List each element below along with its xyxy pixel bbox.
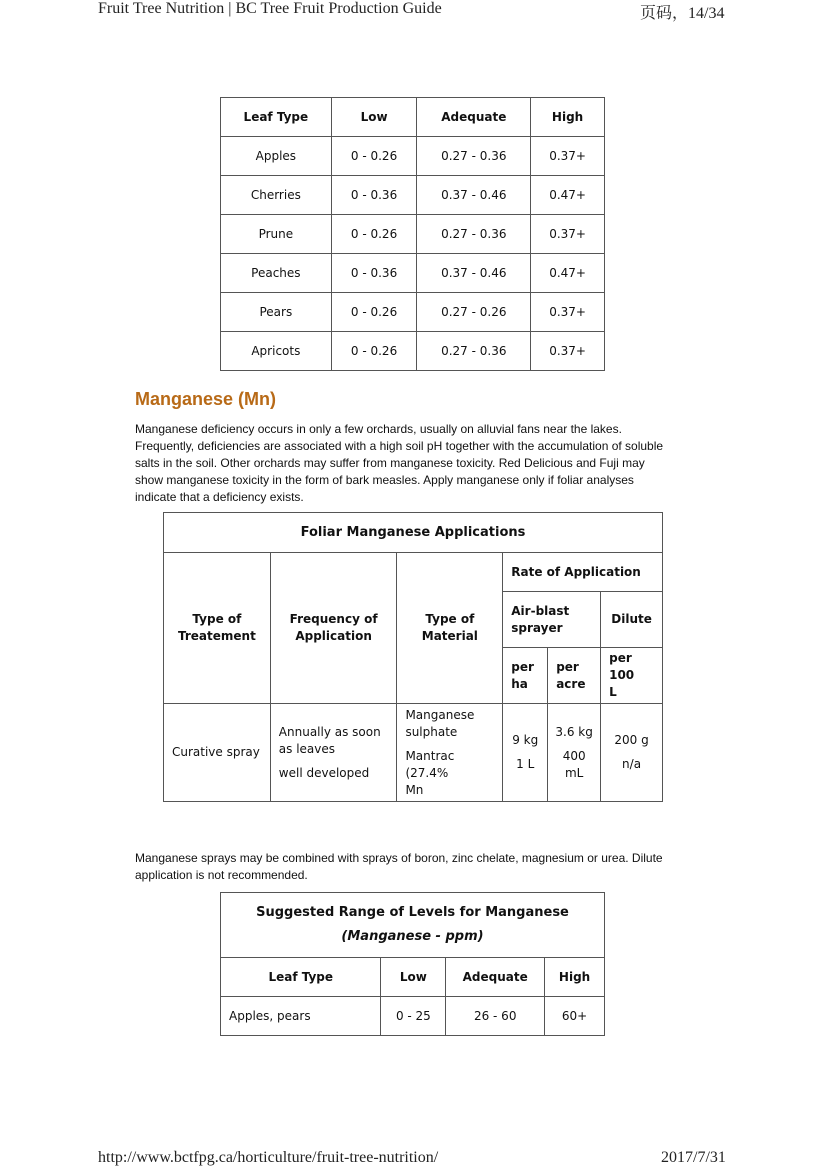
table-cell: 0 - 0.26 [331, 215, 417, 254]
table-row [221, 293, 605, 332]
table-header-row [164, 553, 663, 592]
suggested-range-table [220, 892, 605, 1036]
table-title-row [164, 513, 663, 553]
text-line: Manganese sprays may be combined with sprays of boron, zinc chelate, magnesium or urea. Dilute [135, 851, 663, 865]
table-cell: 0 - 0.26 [331, 332, 417, 371]
table-title: Suggested Range of Levels for Manganese (Manganese - ppm) [221, 893, 605, 958]
column-header-rate: Rate of Application [503, 553, 663, 592]
text-line: application is not recommended. [135, 868, 308, 882]
column-header-dilute: Dilute [601, 592, 663, 648]
page-header-title: Fruit Tree Nutrition | BC Tree Fruit Production Guide [98, 0, 442, 17]
column-header: Adequate [446, 958, 545, 997]
table-cell: 0.37+ [531, 293, 605, 332]
table-cell-per-acre: 3.6 kg 400 mL [548, 704, 601, 802]
table-cell: Apples, pears [221, 997, 381, 1036]
table-title-row [221, 893, 605, 958]
table-cell: 0.37 - 0.46 [417, 254, 531, 293]
text-line: Frequently, deficiencies are associated with a high soil pH together with the accumulation of soluble [135, 439, 664, 453]
table-cell: 0.37+ [531, 215, 605, 254]
column-header-per-ha: per ha [503, 648, 548, 704]
table-header-row [221, 98, 605, 137]
column-header-per-acre: per acre [548, 648, 601, 704]
table-cell: 0 - 0.36 [331, 176, 417, 215]
table-cell: Cherries [221, 176, 332, 215]
table-cell-frequency: Annually as soon as leaves well developed [270, 704, 397, 802]
text-line: salts in the soil. Other orchards may suffer from manganese toxicity. Red Delicious and Fuji may [135, 456, 645, 470]
table-title: Foliar Manganese Applications [164, 513, 663, 553]
table-cell-treatment: Curative spray [164, 704, 271, 802]
column-header-per-100l: per 100 L [601, 648, 663, 704]
column-header-type-material: Type of Material [397, 553, 503, 704]
table-row [221, 997, 605, 1036]
text-line: indicate that a deficiency exists. [135, 490, 304, 504]
column-header: Low [381, 958, 446, 997]
outro-paragraph [135, 850, 663, 884]
page-url: http://www.bctfpg.ca/horticulture/fruit-tree-nutrition/ [98, 1149, 439, 1166]
table-cell: 0.27 - 0.36 [417, 137, 531, 176]
table-cell: 0 - 0.26 [331, 293, 417, 332]
table-cell: 0.37+ [531, 332, 605, 371]
column-header-type-treatment: Type of Treatement [164, 553, 271, 704]
table-cell: 26 - 60 [446, 997, 545, 1036]
column-header-frequency: Frequency of Application [270, 553, 397, 704]
table-cell: Apricots [221, 332, 332, 371]
section-heading: Manganese (Mn) [135, 389, 277, 409]
page-number: 页码，14/34 [640, 5, 725, 22]
table-row [221, 176, 605, 215]
page-date: 2017/7/31 [661, 1149, 726, 1166]
table-cell: Pears [221, 293, 332, 332]
text-line: show manganese toxicity in the form of bark measles. Apply manganese only if foliar analyses [135, 473, 634, 487]
table-cell-dilute: 200 g n/a [601, 704, 663, 802]
column-header: Low [331, 98, 417, 137]
table-cell: 0 - 25 [381, 997, 446, 1036]
column-header: Leaf Type [221, 958, 381, 997]
table-row [221, 254, 605, 293]
table-row [164, 704, 663, 802]
table-cell: 60+ [545, 997, 605, 1036]
table-cell: Peaches [221, 254, 332, 293]
table-row [221, 137, 605, 176]
table-header-row [221, 958, 605, 997]
foliar-applications-table [163, 512, 663, 802]
table-cell: 0 - 0.36 [331, 254, 417, 293]
text-line: Manganese deficiency occurs in only a few orchards, usually on alluvial fans near the lakes. [135, 422, 622, 436]
table-cell: 0.47+ [531, 254, 605, 293]
table-cell: Apples [221, 137, 332, 176]
table-cell: 0 - 0.26 [331, 137, 417, 176]
table-cell: 0.37 - 0.46 [417, 176, 531, 215]
column-header: Adequate [417, 98, 531, 137]
column-header: High [545, 958, 605, 997]
table-cell: 0.27 - 0.26 [417, 293, 531, 332]
intro-paragraph [135, 421, 663, 506]
table-row [221, 332, 605, 371]
leaf-type-table [220, 97, 605, 371]
column-header-airblast: Air-blast sprayer [503, 592, 601, 648]
table-row [221, 215, 605, 254]
column-header: Leaf Type [221, 98, 332, 137]
table-cell: 0.27 - 0.36 [417, 332, 531, 371]
table-cell-material: Manganese sulphate Mantrac (27.4% Mn [397, 704, 503, 802]
table-cell: Prune [221, 215, 332, 254]
table-cell: 0.37+ [531, 137, 605, 176]
table-cell-per-ha: 9 kg 1 L [503, 704, 548, 802]
table-cell: 0.27 - 0.36 [417, 215, 531, 254]
column-header: High [531, 98, 605, 137]
table-cell: 0.47+ [531, 176, 605, 215]
